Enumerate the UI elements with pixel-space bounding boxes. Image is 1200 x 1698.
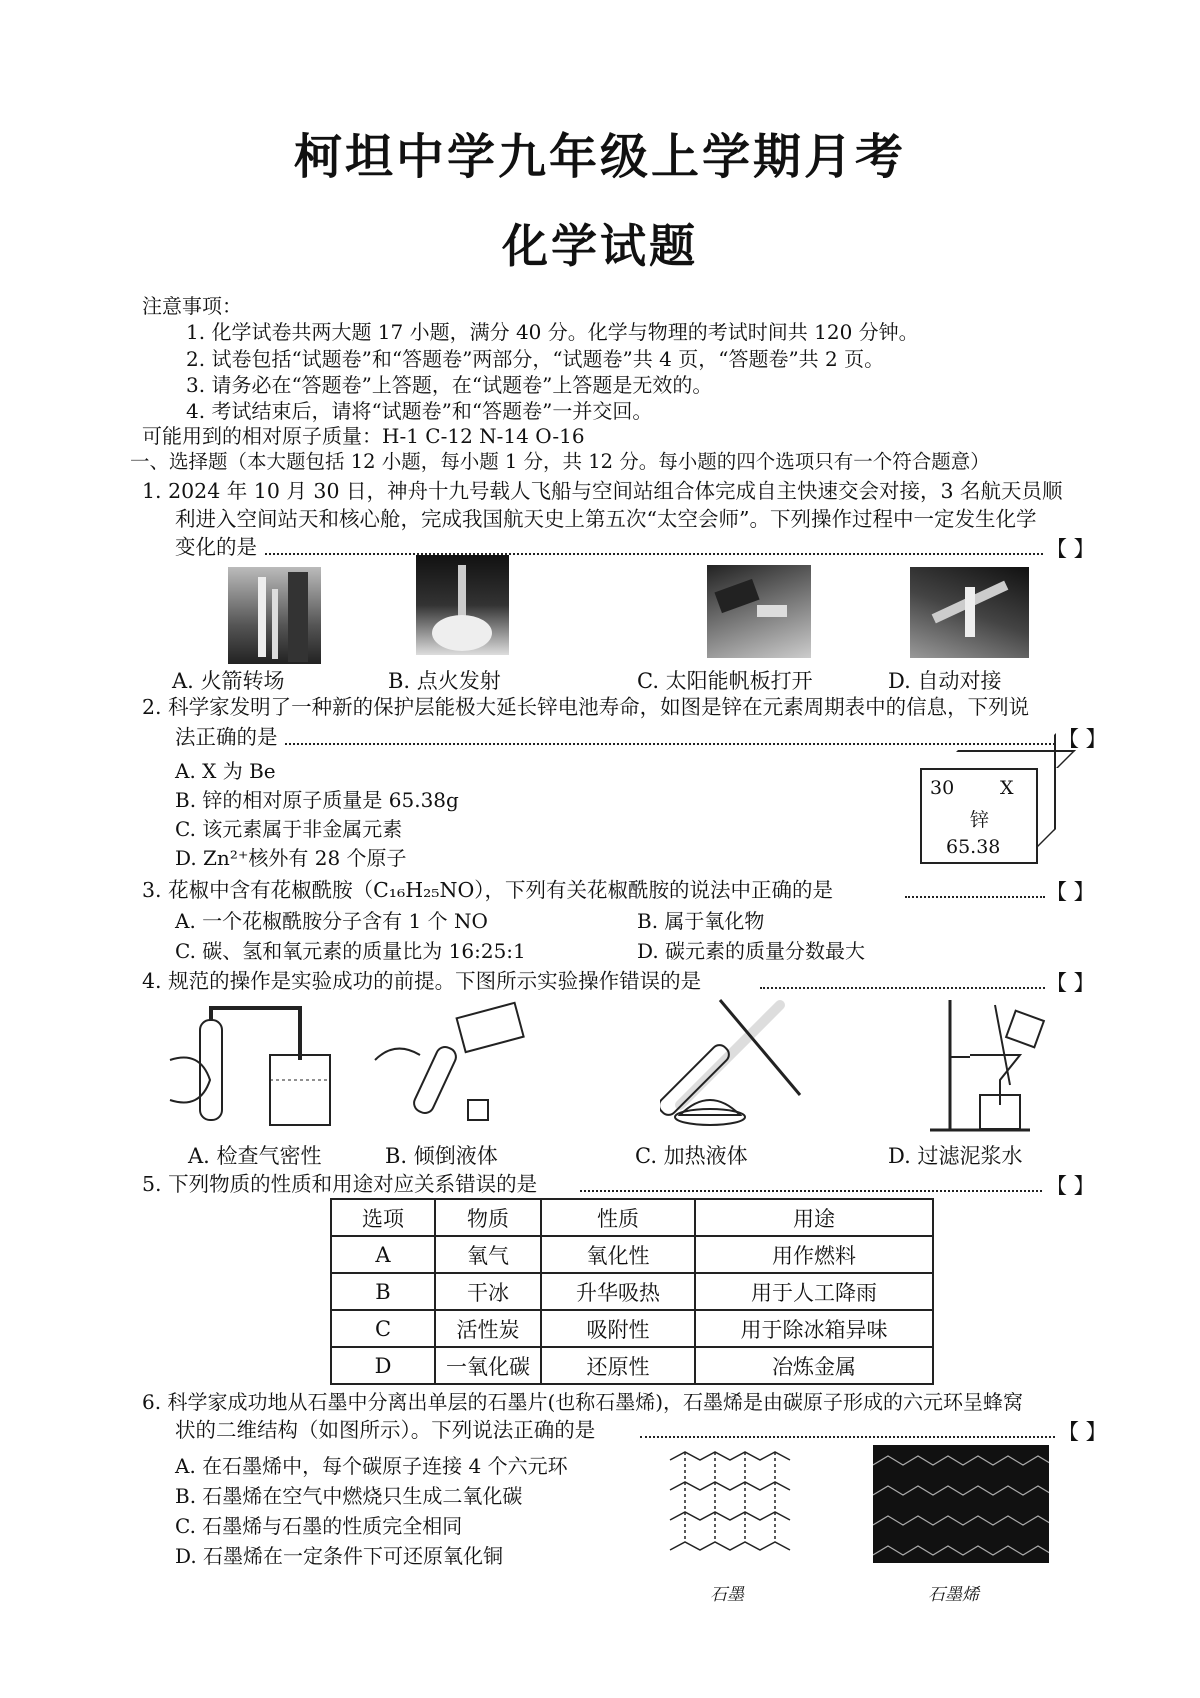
table-header-row <box>331 1199 933 1236</box>
table-header: 用途 <box>695 1199 933 1236</box>
q2-option-c: C. 该元素属于非金属元素 <box>175 817 403 841</box>
airtightness-check-diagram <box>160 1000 360 1140</box>
q6-text: 状的二维结构（如图所示）。下列说法正确的是 <box>175 1418 596 1442</box>
leader-dots <box>760 987 1045 989</box>
page-subtitle: 化学试题 <box>502 219 698 273</box>
table-cell: 用于除冰箱异味 <box>695 1310 933 1347</box>
answer-bracket: 【 】 <box>1046 537 1095 561</box>
q1-option-a: A. 火箭转场 <box>172 669 285 693</box>
element-name: 锌 <box>970 809 990 831</box>
table-cell: B <box>331 1273 435 1310</box>
q6-option-b: B. 石墨烯在空气中燃烧只生成二氧化碳 <box>175 1484 523 1508</box>
answer-bracket: 【 】 <box>1058 727 1107 751</box>
leader-dots <box>640 1436 1055 1438</box>
table-cell: 冶炼金属 <box>695 1347 933 1384</box>
q1-option-b: B. 点火发射 <box>388 669 501 693</box>
graphene-caption: 石墨烯 <box>928 1585 979 1605</box>
q1-text: 1. 2024 年 10 月 30 日，神舟十九号载人飞船与空间站组合体完成自主快速交会对接，3 名航天员顺 <box>142 479 1063 503</box>
element-card <box>920 768 1038 864</box>
atomic-mass-line: 可能用到的相对原子质量：H-1 C-12 N-14 O-16 <box>142 424 585 448</box>
q6-text: 6. 科学家成功地从石墨中分离出单层的石墨片(也称石墨烯)，石墨烯是由碳原子形成的六元环呈蜂窝 <box>142 1390 1024 1414</box>
element-number: 30 <box>930 777 955 799</box>
table-header: 选项 <box>331 1199 435 1236</box>
q3-option-c: C. 碳、氢和氧元素的质量比为 16:25:1 <box>175 939 526 963</box>
leader-dots <box>905 896 1045 898</box>
graphite-structure-diagram <box>660 1440 820 1580</box>
q2-option-d: D. Zn²⁺核外有 28 个原子 <box>175 846 407 870</box>
answer-bracket: 【 】 <box>1058 1420 1107 1444</box>
table-cell: 活性炭 <box>435 1310 541 1347</box>
table-header: 物质 <box>435 1199 541 1236</box>
table-cell: 吸附性 <box>541 1310 695 1347</box>
q3-option-b: B. 属于氧化物 <box>637 909 765 933</box>
element-card-side <box>1038 733 1056 847</box>
q2-option-a: A. X 为 Be <box>175 759 276 783</box>
element-mass: 65.38 <box>946 836 1001 858</box>
table-cell: 干冰 <box>435 1273 541 1310</box>
note-item: 2. 试卷包括“试题卷”和“答题卷”两部分，“试题卷”共 4 页，“答题卷”共 2 页。 <box>186 347 885 371</box>
table-cell: A <box>331 1236 435 1273</box>
graphite-caption: 石墨 <box>710 1585 744 1605</box>
table-row <box>331 1273 933 1310</box>
q1-text: 变化的是 <box>175 535 257 559</box>
leader-dots <box>580 1190 1042 1192</box>
table-row <box>331 1310 933 1347</box>
leader-dots <box>285 743 1055 745</box>
q6-option-a: A. 在石墨烯中，每个碳原子连接 4 个六元环 <box>175 1454 568 1478</box>
table-cell: 升华吸热 <box>541 1273 695 1310</box>
note-item: 1. 化学试卷共两大题 17 小题，满分 40 分。化学与物理的考试时间共 120 分钟。 <box>186 320 919 344</box>
q5-text: 5. 下列物质的性质和用途对应关系错误的是 <box>142 1172 538 1196</box>
table-cell: C <box>331 1310 435 1347</box>
note-item: 4. 考试结束后，请将“试题卷”和“答题卷”一并交回。 <box>186 399 653 423</box>
q4-option-b: B. 倾倒液体 <box>385 1144 498 1168</box>
q3-text: 3. 花椒中含有花椒酰胺（C₁₆H₂₅NO），下列有关花椒酰胺的说法中正确的是 <box>142 878 834 902</box>
q6-option-d: D. 石墨烯在一定条件下可还原氧化铜 <box>175 1544 504 1568</box>
table-cell: 用于人工降雨 <box>695 1273 933 1310</box>
property-usage-table <box>330 1198 934 1385</box>
q4-text: 4. 规范的操作是实验成功的前提。下图所示实验操作错误的是 <box>142 969 702 993</box>
q3-option-d: D. 碳元素的质量分数最大 <box>637 939 866 963</box>
element-symbol: X <box>1000 777 1014 799</box>
answer-bracket: 【 】 <box>1046 1174 1095 1198</box>
q2-text: 法正确的是 <box>175 725 278 749</box>
note-item: 3. 请务必在“答题卷”上答题，在“试题卷”上答题是无效的。 <box>186 373 713 397</box>
rocket-transfer-photo <box>228 567 321 664</box>
pour-liquid-diagram <box>370 1000 540 1130</box>
q4-option-c: C. 加热液体 <box>635 1144 748 1168</box>
q2-option-b: B. 锌的相对原子质量是 65.38g <box>175 788 459 812</box>
notes-heading: 注意事项： <box>142 294 242 318</box>
heat-liquid-diagram <box>660 995 810 1135</box>
filtration-diagram <box>920 995 1060 1135</box>
table-cell: 用作燃料 <box>695 1236 933 1273</box>
auto-docking-photo <box>910 567 1029 658</box>
table-cell: 一氧化碳 <box>435 1347 541 1384</box>
table-cell: 氧气 <box>435 1236 541 1273</box>
page-title: 柯坦中学九年级上学期月考 <box>293 129 906 185</box>
q4-option-d: D. 过滤泥浆水 <box>888 1144 1023 1168</box>
q1-option-d: D. 自动对接 <box>888 669 1002 693</box>
q2-text: 2. 科学家发明了一种新的保护层能极大延长锌电池寿命，如图是锌在元素周期表中的信息，下列说 <box>142 695 1030 719</box>
table-cell: 氧化性 <box>541 1236 695 1273</box>
solar-panel-photo <box>707 565 811 658</box>
q3-option-a: A. 一个花椒酰胺分子含有 1 个 NO <box>175 909 488 933</box>
graphene-image <box>873 1445 1049 1563</box>
table-cell: 还原性 <box>541 1347 695 1384</box>
q1-text: 利进入空间站天和核心舱，完成我国航天史上第五次“太空会师”。下列操作过程中一定发生化学 <box>175 507 1037 531</box>
rocket-launch-photo <box>416 555 509 655</box>
q4-option-a: A. 检查气密性 <box>188 1144 322 1168</box>
answer-bracket: 【 】 <box>1046 971 1095 995</box>
answer-bracket: 【 】 <box>1046 880 1095 904</box>
table-cell: D <box>331 1347 435 1384</box>
leader-dots <box>265 553 1043 555</box>
section-heading: 一、选择题（本大题包括 12 小题，每小题 1 分，共 12 分。每小题的四个选项只有一个符合题意） <box>130 450 990 473</box>
table-row <box>331 1347 933 1384</box>
table-header: 性质 <box>541 1199 695 1236</box>
table-row <box>331 1236 933 1273</box>
q6-option-c: C. 石墨烯与石墨的性质完全相同 <box>175 1514 463 1538</box>
q1-option-c: C. 太阳能帆板打开 <box>637 669 813 693</box>
